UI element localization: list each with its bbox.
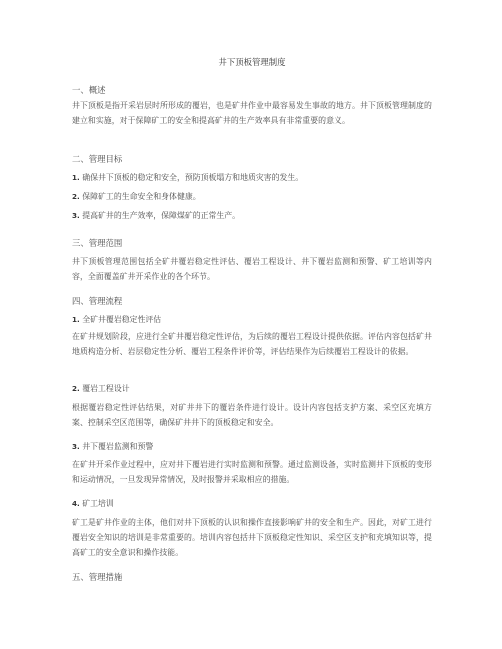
- goal-number: 1.: [72, 173, 80, 182]
- document-title: 井下顶板管理制度: [218, 57, 286, 67]
- goal-item: [72, 172, 432, 184]
- process-step-title: [72, 498, 432, 510]
- goal-item: [72, 191, 432, 203]
- scope-paragraph: 井下顶板管理范围包括全矿井覆岩稳定性评估、覆岩工程设计、井下覆岩监测和预警、矿工培训等内容，全面覆盖矿井开采作业的各个环节。: [72, 257, 432, 282]
- process-step-paragraph: 在矿井开采作业过程中，应对井下覆岩进行实时监测和预警。通过监测设备，实时监测井下顶板的变形和运动情况，一旦发现异常情况，及时报警并采取相应的措施。: [72, 460, 432, 485]
- process-step-paragraph: 在矿井规划阶段，应进行全矿井覆岩稳定性评估，为后续的覆岩工程设计提供依据。评估内容包括矿井地质构造分析、岩层稳定性分析、覆岩工程条件评价等，评估结果作为后续覆岩工程设计的依据。: [72, 332, 432, 357]
- section-heading-goals: 二、管理目标: [72, 154, 123, 164]
- goal-text: 保障矿工的生命安全和身体健康。: [82, 192, 201, 201]
- section-heading-measures: 五、管理措施: [72, 572, 123, 582]
- section-heading-process: 四、管理流程: [72, 296, 123, 306]
- overview-paragraph: 井下顶板是指开采岩层时所形成的覆岩，也是矿井作业中最容易发生事故的地方。井下顶板管理制度的建立和实施，对于保障矿工的安全和提高矿井的生产效率具有非常重要的意义。: [72, 101, 432, 126]
- step-number: 1.: [72, 315, 80, 324]
- step-number: 4.: [72, 499, 80, 508]
- goal-text: 确保井下顶板的稳定和安全，预防顶板塌方和地质灾害的发生。: [82, 173, 304, 182]
- process-step-paragraph: 根据覆岩稳定性评估结果，对矿井井下的覆岩条件进行设计。设计内容包括支护方案、采空区充填方案、控制采空区范围等，确保矿井井下的顶板稳定和安全。: [72, 403, 432, 428]
- step-title: 矿工培训: [82, 499, 114, 508]
- goal-number: 3.: [72, 211, 80, 220]
- step-title: 井下覆岩监测和预警: [82, 442, 154, 451]
- process-step-title: [72, 314, 432, 326]
- step-title: 全矿井覆岩稳定性评估: [82, 315, 162, 324]
- goal-text: 提高矿井的生产效率，保障煤矿的正常生产。: [82, 211, 241, 220]
- process-step-title: [72, 441, 432, 453]
- process-step-title: [72, 383, 432, 395]
- section-heading-overview: 一、概述: [72, 85, 106, 95]
- goal-number: 2.: [72, 192, 80, 201]
- process-step-paragraph: 矿工是矿井作业的主体，他们对井下顶板的认识和操作直接影响矿井的安全和生产。因此，对矿工进行覆岩安全知识的培训是非常重要的。培训内容包括井下顶板稳定性知识、采空区支护和充填知识等，提高矿工的安全意识和操作技能。: [72, 518, 432, 558]
- section-heading-scope: 三、管理范围: [72, 238, 123, 248]
- step-number: 2.: [72, 384, 80, 393]
- goal-item: [72, 210, 432, 222]
- step-number: 3.: [72, 442, 80, 451]
- step-title: 覆岩工程设计: [82, 384, 130, 393]
